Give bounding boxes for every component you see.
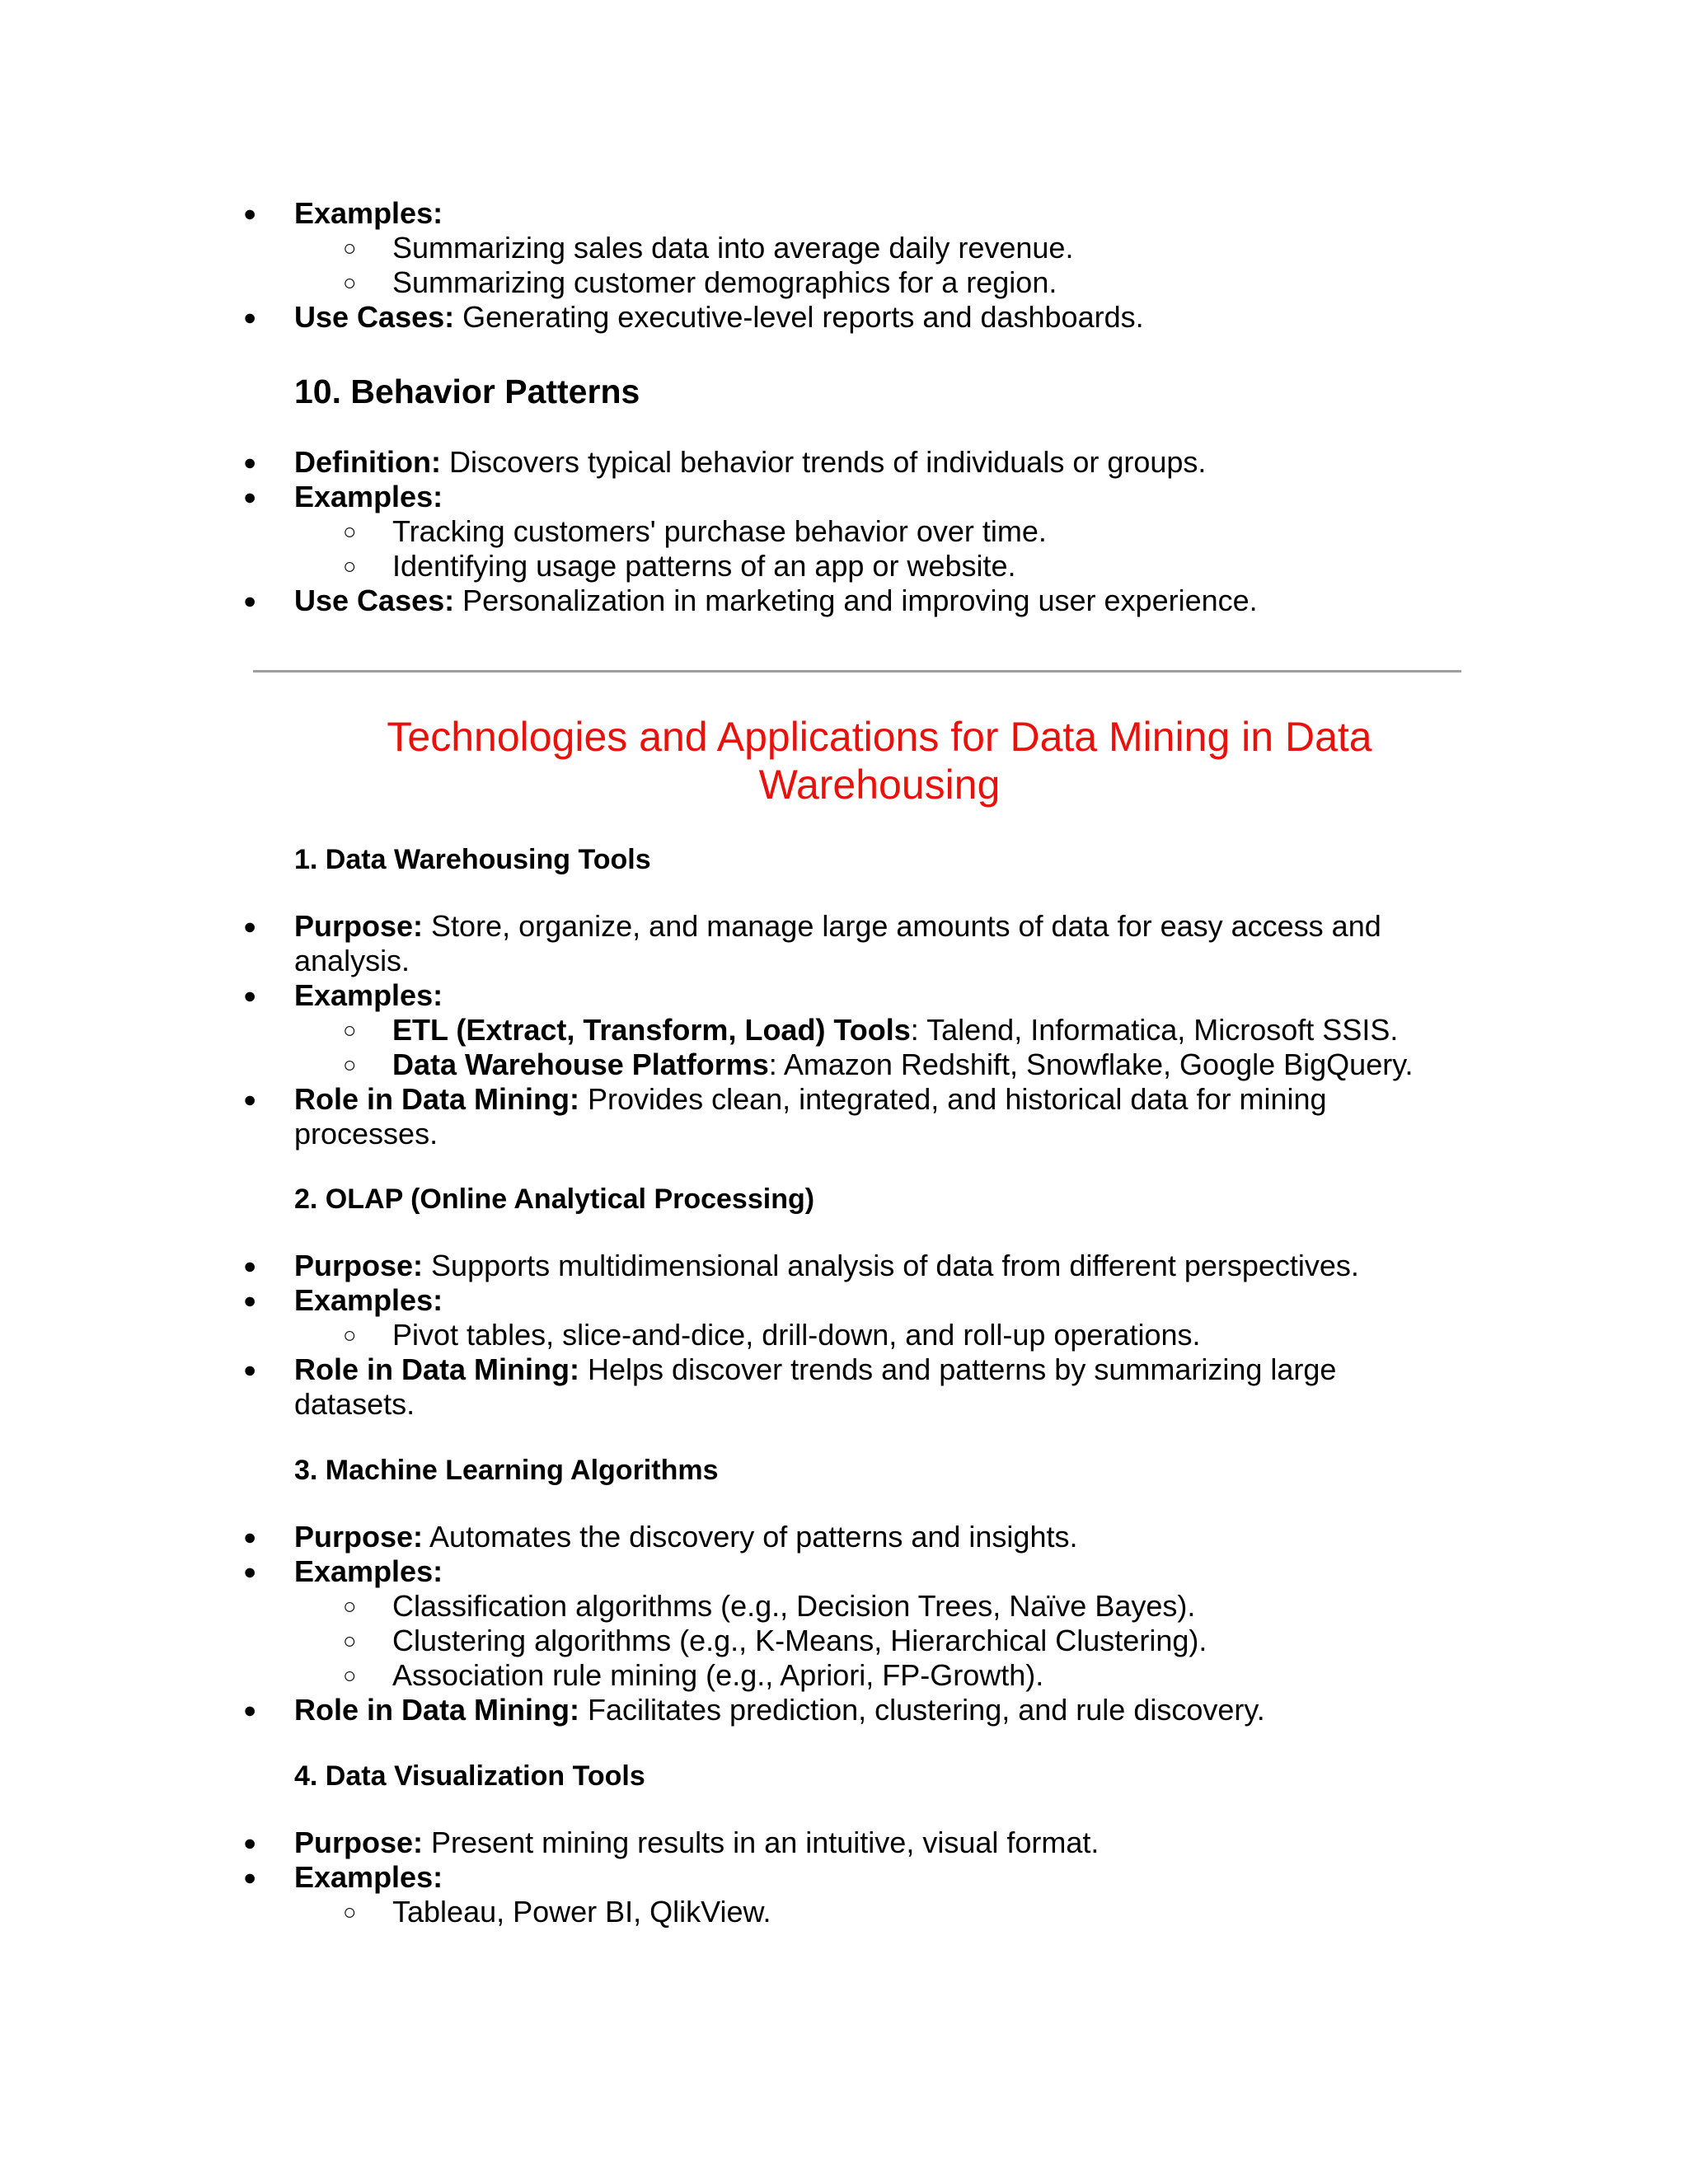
definition-text: Discovers typical behavior trends of individuals or groups. bbox=[440, 445, 1207, 479]
title-line: Warehousing bbox=[758, 762, 1001, 808]
title-line: Technologies and Applications for Data Mining in Data bbox=[387, 714, 1372, 760]
examples-label: Examples: bbox=[294, 1860, 443, 1894]
purpose-item bbox=[294, 1825, 1465, 1860]
example-text: : Amazon Redshift, Snowflake, Google BigQuery. bbox=[768, 1047, 1414, 1081]
role-label: Role in Data Mining: bbox=[294, 1082, 579, 1116]
purpose-label: Purpose: bbox=[294, 909, 424, 943]
examples-label: Examples: bbox=[294, 1283, 443, 1317]
purpose-item bbox=[294, 1520, 1465, 1554]
role-text: Helps discover trends and patterns by summarizing large bbox=[579, 1352, 1337, 1386]
example-text: : Talend, Informatica, Microsoft SSIS. bbox=[910, 1013, 1399, 1047]
horizontal-divider bbox=[253, 670, 1461, 673]
subsection-heading: 4. Data Visualization Tools bbox=[294, 1760, 645, 1792]
examples-item bbox=[294, 1860, 1465, 1895]
purpose-label: Purpose: bbox=[294, 1249, 424, 1282]
section-title bbox=[294, 713, 1465, 808]
example-item: ○ Classification algorithms (e.g., Decision Trees, Naïve Bayes). bbox=[392, 1589, 1563, 1624]
example-item: ○ Tableau, Power BI, QlikView. bbox=[392, 1895, 1563, 1929]
use-cases-label: Use Cases: bbox=[294, 300, 455, 334]
example-item bbox=[392, 1047, 1563, 1082]
purpose-text: Supports multidimensional analysis of data from different perspectives. bbox=[423, 1249, 1359, 1282]
purpose-item bbox=[294, 1249, 1465, 1283]
purpose-text: Automates the discovery of patterns and insights. bbox=[423, 1520, 1078, 1554]
subsection-heading: 1. Data Warehousing Tools bbox=[294, 844, 651, 875]
examples-item bbox=[294, 978, 1465, 1013]
role-text-cont: datasets. bbox=[294, 1387, 415, 1421]
examples-label: Examples: bbox=[294, 978, 443, 1012]
purpose-text: Present mining results in an intuitive, visual format. bbox=[423, 1825, 1100, 1859]
purpose-text-cont: analysis. bbox=[294, 944, 410, 977]
purpose-label: Purpose: bbox=[294, 1520, 424, 1554]
example-bold: Data Warehouse Platforms bbox=[392, 1047, 769, 1081]
use-cases-item bbox=[294, 583, 1465, 618]
section-heading: 10. Behavior Patterns bbox=[294, 373, 640, 410]
purpose-item bbox=[294, 909, 1465, 978]
example-item: ○ Identifying usage patterns of an app or website. bbox=[392, 549, 1563, 583]
example-item: ○ Summarizing customer demographics for a region. bbox=[392, 265, 1563, 300]
use-cases-text: Generating executive-level reports and dashboards. bbox=[454, 300, 1144, 334]
role-label: Role in Data Mining: bbox=[294, 1693, 579, 1727]
subsection-heading: 3. Machine Learning Algorithms bbox=[294, 1455, 719, 1486]
examples-label: Examples: bbox=[294, 196, 443, 230]
example-item: ○ Association rule mining (e.g., Apriori, FP-Growth). bbox=[392, 1658, 1563, 1693]
role-text: Provides clean, integrated, and historical data for mining bbox=[579, 1082, 1327, 1116]
role-item bbox=[294, 1352, 1465, 1422]
role-item bbox=[294, 1082, 1465, 1151]
example-item: ○ Tracking customers' purchase behavior over time. bbox=[392, 514, 1563, 549]
example-item bbox=[392, 1013, 1563, 1047]
purpose-text: Store, organize, and manage large amounts of data for easy access and bbox=[423, 909, 1381, 943]
role-text-cont: processes. bbox=[294, 1117, 438, 1151]
examples-item bbox=[294, 480, 1465, 514]
subsection-heading: 2. OLAP (Online Analytical Processing) bbox=[294, 1183, 815, 1215]
purpose-label: Purpose: bbox=[294, 1825, 424, 1859]
role-item bbox=[294, 1693, 1465, 1727]
example-item: ○ Pivot tables, slice-and-dice, drill-down, and roll-up operations. bbox=[392, 1318, 1563, 1352]
role-text: Facilitates prediction, clustering, and rule discovery. bbox=[579, 1693, 1265, 1727]
examples-item bbox=[294, 1554, 1465, 1589]
role-label: Role in Data Mining: bbox=[294, 1352, 579, 1386]
use-cases-text: Personalization in marketing and improving user experience. bbox=[454, 583, 1258, 617]
examples-item bbox=[294, 196, 1465, 231]
use-cases-label: Use Cases: bbox=[294, 583, 455, 617]
definition-item bbox=[294, 445, 1465, 480]
use-cases-item bbox=[294, 300, 1465, 335]
example-bold: ETL (Extract, Transform, Load) Tools bbox=[392, 1013, 911, 1047]
examples-item bbox=[294, 1283, 1465, 1318]
examples-label: Examples: bbox=[294, 480, 443, 513]
example-item: ○ Summarizing sales data into average daily revenue. bbox=[392, 231, 1563, 265]
examples-label: Examples: bbox=[294, 1554, 443, 1588]
example-item: ○ Clustering algorithms (e.g., K-Means, Hierarchical Clustering). bbox=[392, 1624, 1563, 1658]
definition-label: Definition: bbox=[294, 445, 441, 479]
